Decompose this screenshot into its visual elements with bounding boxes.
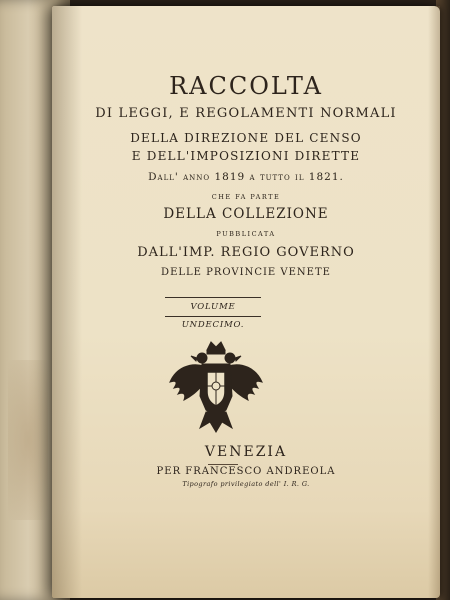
divider (208, 464, 238, 465)
printer-title-text: Tipografo privilegiato dell' I. R. G. (182, 480, 310, 488)
collection-text: DELLA COLLEZIONE (163, 206, 329, 222)
period-text: Dall' anno 1819 a tutto il 1821. (148, 171, 344, 183)
government-text: DALL'IMP. REGIO GOVERNO (137, 245, 355, 260)
page-stain (8, 360, 48, 520)
che-fa-parte-text: CHE FA PARTE (211, 193, 281, 201)
volume-label: VOLUME UNDECIMO. (165, 297, 261, 317)
subtitle-line-2: DELLA DIREZIONE DEL CENSO (130, 131, 362, 145)
provinces-text: DELLE PROVINCIE VENETE (161, 267, 331, 278)
subtitle-line-3: E DELL'IMPOSIZIONI DIRETTE (131, 149, 361, 163)
city-text: VENEZIA (204, 444, 288, 460)
book-title: RACCOLTA (169, 72, 323, 100)
printer-text: PER FRANCESCO ANDREOLA (156, 466, 336, 477)
subtitle-line-1: DI LEGGI, E REGOLAMENTI NORMALI (95, 106, 397, 121)
double-headed-eagle-icon (166, 336, 266, 436)
pubblicata-text: PUBBLICATA (216, 230, 276, 238)
